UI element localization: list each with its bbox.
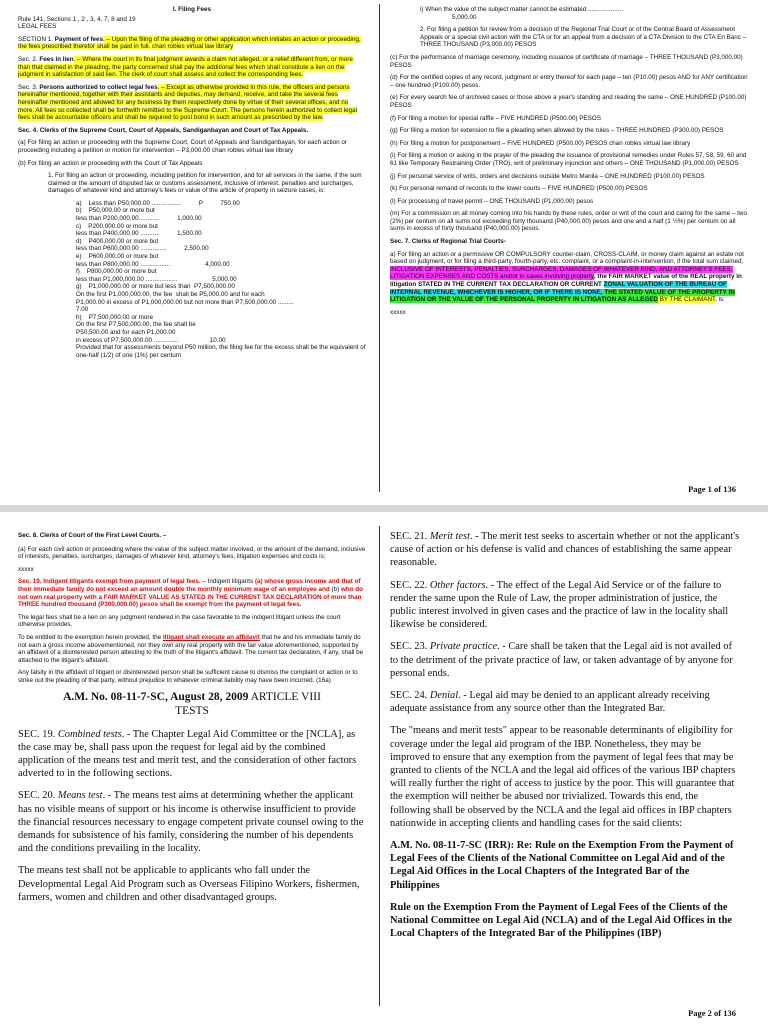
fee-schedule-row: P1,000.00 in excess of P1,000,000.00 but not more than P7,500,000.00 ......... <box>76 298 294 306</box>
section-19-title: Indigent litigants exempt from payment of legal fees. <box>41 578 201 586</box>
section-7-heading: Sec. 7. Clerks of Regional Trial Courts- <box>390 238 506 246</box>
sec-23-label: SEC. 23. <box>390 641 430 653</box>
sec-23-body: . - Care shall be taken that the Legal aid is not availed of to the detriment of the private practice of law, or taken advantage of by anyone for personal ends. <box>390 641 733 679</box>
fee-schedule-row: g) P1,000,000.00 or more but less than P7,500,000.00 <box>76 283 235 291</box>
section-3 <box>18 84 366 122</box>
fee-schedule-row: c) P200,000.00 or more but <box>76 222 158 230</box>
fee-schedule-row: e) P600,000.00 or more but <box>76 253 159 261</box>
page1-left-column <box>18 6 366 486</box>
fee-schedule-row: a) Less than P50,000.00 ................. P 750.00 <box>76 199 240 207</box>
entitled-text-2: that he and his immediate family do not earn a gross income abovementioned, nor they own any real property with the fair value aforementioned, supported by an affidavit of a disinterested person attesting to the truth of the litigant's affidavit. The current tax declaration, if any, shall be attached to the litigant's affidavit. <box>18 633 364 664</box>
fee-schedule-row: 7.00 <box>76 306 89 314</box>
fee-schedule-row: On the first P7,500,000.00, the fee shall be <box>76 321 196 329</box>
page1-right-column <box>390 6 752 486</box>
sec-20-italic-title: Means test <box>57 790 103 802</box>
section-19 <box>18 578 366 608</box>
rule-heading: Rule on the Exemption From the Payment of Legal Fees of the Clients of the National Committee on Legal Aid (NCLA) and of the Legal Aid Offices in the Local Chapters of the Integrated Bar of the Philippines (IBP) <box>390 901 733 940</box>
sec-19-combined-tests <box>18 728 366 781</box>
sec-24-label: SEC. 24. <box>390 690 430 702</box>
para-g: (g) For filing a motion for extension to file a pleading when allowed by the rules – THREE HUNDRED (P300.00) PESOS <box>390 127 724 135</box>
schedule-note: Provided that for assessments beyond P50 million, the filing fee for the excess shall be the equivalent of one-half (1/2) of one (1%) per centum <box>76 344 366 359</box>
fee-schedule-row: less than P600,000.00 ............... 2,500.00 <box>76 245 209 253</box>
entitled-text-1: To be entitled to the exemption herein provided, the <box>18 633 163 641</box>
entitled-affidavit-red: litigant shall execute an affidavit <box>162 633 260 641</box>
section-19-text-2: (b) <box>329 585 341 593</box>
sec-24-body: . - Legal aid may be denied to an applicant already receiving adequate assistance from any source other than the Integrated Bar. <box>390 690 710 715</box>
section-2-body: . – Where the court in its final judgment awards a claim not alleged, or a relief different from, or more than that claimed in the pleading, the party concerned shall pay the additional fees which shall constitute a lien on the judgment in satisfaction of said lien. The clerk of court shall assess and collect the corresponding fees. <box>18 55 353 79</box>
means-test-paragraph: The means test shall not be applicable to applicants who fall under the Developmental Legal Aid Program such as Overseas Filipino Workers, fishermen, farmers, women and children and other disadvantaged groups. <box>18 865 360 903</box>
fee-schedule-row: less than P1,000,000.00 .................. 5,000.00 <box>76 275 237 283</box>
sec-21-merit-test <box>390 530 740 570</box>
sec-19-body: . - The Chapter Legal Aid Committee or the [NCLA], as the case may be, shall pass upon the request for legal aid by the combined application of the means test and merit test, and the consideration of other factors adverted to in the following sections. <box>18 728 357 780</box>
document-page-2 <box>0 512 768 1024</box>
sec-22-label: SEC. 22. <box>390 579 430 591</box>
legal-fees-label: LEGAL FEES <box>18 23 57 31</box>
fee-schedule-row: d) P400,000.00 or more but <box>76 237 159 245</box>
rule-line: Rule 141, Sections 1 , 2 , 3, 4, 7, 8 and 19 <box>18 15 136 23</box>
para-k: (k) For personal remand of records to the lower courts – FIVE HUNDRED (P500.00) PESOS <box>390 185 648 193</box>
fee-schedule-row: b) P50,000.00 or more but <box>76 207 155 215</box>
section-7-a-yellow-highlight: BY THE CLAIMANT <box>657 296 716 304</box>
item-i: i) When the value of the subject matter cannot be estimated .................... <box>420 6 623 13</box>
omission-marker: xxxxx <box>390 308 406 316</box>
page-number: Page 1 of 136 <box>688 484 736 494</box>
page1-column-divider <box>379 4 380 492</box>
section-19-label: Sec. 19. <box>18 578 42 586</box>
section-19-text-1: – Indigent litigants <box>200 578 255 586</box>
sec-19-label: SEC. 19. <box>18 728 58 740</box>
para-c: (c) For the performance of marriage ceremony, including issuance of certificate of marriage – THREE THOUSAND (P3,000.00) PESOS <box>390 53 743 69</box>
tests-label: TESTS <box>175 704 209 717</box>
page2-right-column <box>390 530 740 1000</box>
sec-23-private-practice <box>390 640 740 680</box>
section-3-body: . – Except as otherwise provided in this rule, the officers and persons hereinafter mentioned, together with their assistants and deputies, may demand, receive, and take the several fees hereinafter mentioned and allowed for any business by them respectively done by virtue of their several offices, and no more. All fees so collected shall be forthwith remitted to the Supreme Court. The persons herein authorized to collect legal fees shall be accountable officers and shall be required to post bond in such amount as prescribed by the law. <box>18 83 358 122</box>
para-l: (l) For processing of travel permit – ONE THOUSAND (P1,000.00) pesos <box>390 197 594 205</box>
section-7-a-text: a) For filing an action or a permissive OR COMPULSORY counter-claim, CROSS-CLAIM, or money claim against an estate not based on judgment, or for filing a third-party, fourth-party, etc. complaint, or a complaint-in-intervention, if the total sum claimed, <box>390 250 744 266</box>
falsity-paragraph: Any falsity in the affidavit of litigant or disinterested person shall be sufficient cause to dismiss the complaint or action or to strike out the pleading of that party, without prejudice to whatever criminal liability may have been incurred. (16a) <box>18 669 358 684</box>
para-m: (m) For a commission on all money coming into his hands by these rules, order or writ of the court and caring for the same – two (2%) per centum on all sums not exceeding forty thousand (P40,000.00) pesos and one and a half (1 ½%) per centum on all sums in excess of forty thousand (P40,000.00) pesos. <box>390 210 747 233</box>
sec-20-body: . - The means test aims at determining whether the applicant has no visible means of support or his income is otherwise insufficient to provide the financial resources necessary to engage competent private counsel owing to the demands for subsistence of his family, considering the number of his dependents and the conditions prevailing in the locality. <box>18 790 364 855</box>
means-merit-paragraph: The "means and merit tests" appear to be reasonable determinants of eligibility for coverage under the legal aid program of the IBP. Nonetheless, they may be improved to ensure that any exemption from the payment of legal fees that may be granted to clients of the NCLA and the legal aid offices of the various IBP chapters will really further the right of access to justice by the poor. This will guarantee that the exemption will neither be abused nor trivialized. Towards this end, the following shall be observed by the NCLA and the legal aid offices in IBP chapters nationwide in accepting clients and handling cases for the said clients: <box>390 725 736 829</box>
section-7-a-fair-market: , the FAIR MARKET value of the REAL property in litigation STATED IN THE CURRENT TAX DECLARATION OR CURRENT <box>390 273 742 289</box>
sec-20-label: SEC. 20. <box>18 790 58 802</box>
entitled-paragraph <box>18 634 366 664</box>
sec-21-label: SEC. 21. <box>390 531 430 542</box>
section-19-red-b: who do not own real property with a FAIR MARKET VALUE AS STATED IN THE CURRENT TAX DECLARATION of more than THREE hundred thousand (P300,000.00) pesos shall be exempt from the payment of legal fees. <box>18 585 363 609</box>
sec-24-italic-title: Denial <box>429 690 459 702</box>
section-2-label: Sec. 2. <box>18 55 38 63</box>
section-3-label: Sec. 3. <box>18 83 38 91</box>
section-4-heading: Sec. 4. Clerks of the Supreme Court, Court of Appeals, Sandiganbayan and Court of Tax Appeals. <box>18 126 309 134</box>
am-article-title <box>18 690 366 718</box>
sec-22-italic-title: Other factors <box>429 579 486 591</box>
irr-heading: A.M. No. 08-11-7-SC (IRR): Re: Rule on the Exemption From the Payment of Legal Fees of the Clients of the National Committee on Legal Aid and of the Legal Aid Offices in the Local Chapters of the Integrated Bar of the Philippines <box>390 840 734 891</box>
item-2: 2. For filing a petition for review from a decision of the Regional Trial Court or of the Central Board of Assessment Appeals or a special civil action with the CTA or for an appeal from a decision of a CTA Division to the CTA En Banc – THREE THOUSAND (P3,000.00) PESOS <box>420 26 747 49</box>
fee-schedule-row: less than P200,000.00............ 1,000.00 <box>76 215 202 223</box>
sec-22-other-factors <box>390 579 740 632</box>
section-7-a-green-highlight: THE STATED VALUE OF THE PROPERTY IN LITIGATION OR THE VALUE OF THE PERSONAL PROPERTY IN LITIGATION AS ALLEGED <box>390 288 735 304</box>
sec-19-italic-title: Combined tests <box>57 728 122 740</box>
section-19-red-a: (a) whose gross income and that of their immediate family do not exceed an amount double the monthly minimum wage of an employee and <box>18 578 361 593</box>
fee-schedule-row: less than P800,000.00 ................. 4,000.00 <box>76 260 230 268</box>
fee-schedule-row: in excess of P7,500,000.00 .............. 10.00 <box>76 336 226 344</box>
fee-schedule-row: f) P800,000.00 or more but <box>76 268 157 276</box>
para-d: (d) For the certified copies of any record, judgment or entry thereof for each page – ten (P10.00) pesos AND for ANY certification – one hundred (P100.00) pesos. <box>390 74 748 89</box>
section-1-title: Payment of fees <box>54 35 104 43</box>
section-4-a: (a) For filing an action or proceeding with the Supreme Court, Court of Appeals and Sandiganbayan, for each action or proceeding including a petition or motion for intervention – P3,000.00 chan robles virtual law library <box>18 139 348 154</box>
para-h: (h) For filing a motion for postponement – FIVE HUNDRED (P500.00) PESOS chan robles virtual law library <box>390 139 691 147</box>
fee-schedule-row: less than P400,000.00 ........... 1,500.00 <box>76 230 202 238</box>
lien-paragraph: The legal fees shall be a lien on any judgment rendered in the case favorable to the indigent litigant unless the court otherwise provides. <box>18 613 341 629</box>
section-7-a-magenta-highlight: INCLUSIVE OF INTERESTS, PENALTIES, SURCHARGES, DAMAGES OF WHATEVER KIND, AND ATTORNEY'S FEES, LITIGATION EXPENSES AND COSTS and/or in cases involving property <box>390 265 733 281</box>
fee-schedule-row: On the first P1,000,000.00, the fee shall be P5,000.00 and for each <box>76 291 265 298</box>
sec-22-body: . - The effect of the Legal Aid Service or of the failure to render the same upon the Rule of Law, the proper administration of justice, the public interest involved in given cases and the practice of law in the locality shall likewise be considered. <box>390 579 729 631</box>
filing-fees-heading: I. Filing Fees <box>172 6 212 13</box>
page-number-2: Page 2 of 136 <box>688 1008 736 1018</box>
section-2-title: Fees in lien <box>39 55 74 63</box>
section-7-a <box>390 251 752 304</box>
fee-schedule <box>18 200 366 344</box>
omission-marker-2: xxxxx <box>18 565 34 573</box>
section-7-a-end: , is: <box>715 296 725 304</box>
section-4-b: (b) For filing an action or proceeding with the Court of Tax Appeals <box>18 159 203 167</box>
page2-left-column <box>18 532 366 1002</box>
section-1 <box>18 36 366 51</box>
para-f: (f) For filing a motion for special raffle – FIVE HUNDRED (P500.00) PESOS <box>390 114 601 122</box>
para-j: (j) For personal service of writs, orders and decisions outside Metro Manila – ONE HUNDRED (P100.00) PESOS <box>390 172 705 180</box>
section-1-body: . – Upon the filing of the pleading or other application which initiates an action or proceeding, the fees prescribed therefor shall be paid in full. chan robles virtual law library <box>18 35 361 51</box>
page2-column-divider <box>379 526 380 1006</box>
am-number-bold: A.M. No. 08-11-7-SC, August 28, 2009 <box>63 690 249 703</box>
article-label: ARTICLE VIII <box>248 690 321 703</box>
sec-24-denial <box>390 689 740 715</box>
fee-schedule-row: P50,500.00 and for each P1,000.00 <box>76 328 176 336</box>
section-4-item-1: 1. For filing an action or proceeding, including petition for intervention, and for all services in the same, if the sum claimed or the amount of disputed tax or customs assessment, inclusive of interest, penalties and surcharges, damages of whatever kind and attorney's fees or value of the article of property in seizure cases, is: <box>48 172 362 195</box>
section-3-title: Persons authorized to collect legal fees <box>39 83 158 91</box>
sec-21-italic-title: Merit test <box>429 531 470 542</box>
item-i-amount: 5,000.00 <box>452 13 477 21</box>
section-1-label: SECTION 1. <box>18 35 53 43</box>
sec-20-means-test <box>18 789 366 855</box>
section-8-a: (a) For each civil action or proceeding where the value of the subject matter involved, or the amount of the demand, inclusive of interests, penalties, surcharges, damages of whatever kind, attorney's fees, litigation expenses and costs is: <box>18 545 366 561</box>
para-e: (e) For every search fee of archived cases or those above a year's standing and reading the same – ONE HUNDRED (P100.00) PESOS <box>390 94 747 109</box>
para-i: (i) For filing a motion or asking in the prayer of the pleading the issuance of provisional remedies under Rules 57, 58, 59, 60 and 61 like Temporary Restraining Order (TRO), writ of preliminary injunction and others – ONE THOUSAND (P1,000.00) PESOS <box>390 152 747 167</box>
fee-schedule-row: h) P7,500,000.00 or more <box>76 313 154 321</box>
section-8-heading: Sec. 8. Clerks of Court of the First Level Courts. – <box>18 532 167 539</box>
sec-23-italic-title: Private practice <box>429 641 498 653</box>
section-2 <box>18 56 366 79</box>
sec-21-body: . - The merit test seeks to ascertain whether or not the applicant's cause of action or his defense is valid and chances of establishing the same appear reasonable. <box>390 531 740 569</box>
section-7-a-cyan-highlight: ZONAL VALUATION OF THE BUREAU OF INTERNAL REVENUE, WHICHEVER IS HIGHER, OR IF THERE IS NONE, <box>390 281 727 296</box>
